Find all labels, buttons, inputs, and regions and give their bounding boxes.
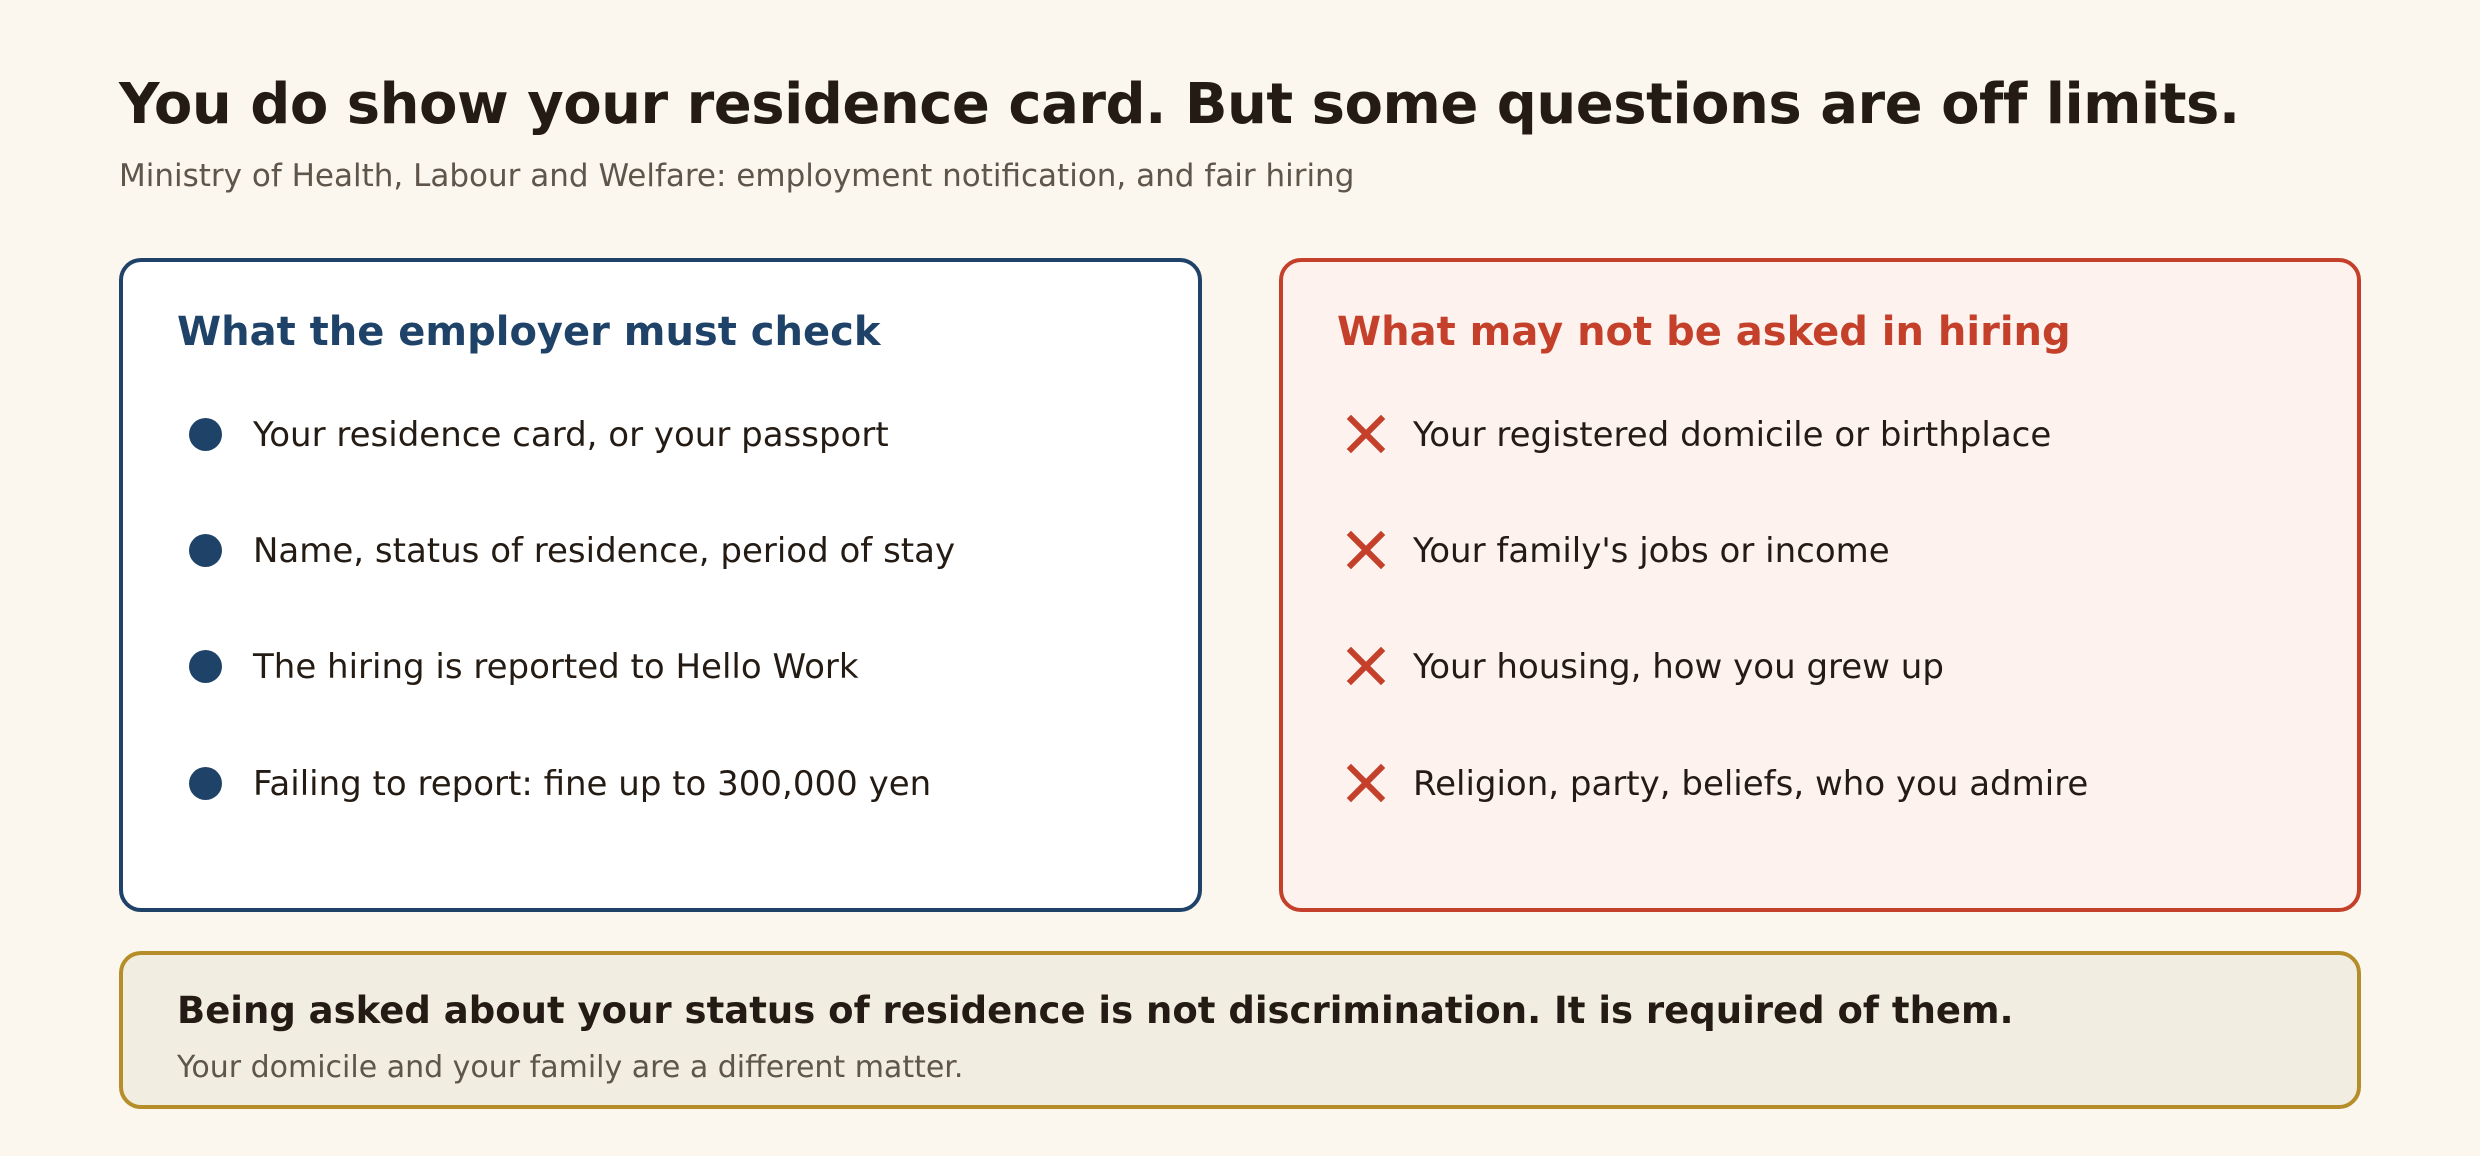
must-check-card [119,258,1202,912]
not-asked-item [1283,642,2357,692]
not-asked-item [1283,759,2357,809]
must-check-item [123,526,1198,576]
cross-icon [1345,529,1387,571]
not-asked-item-text: Your family's jobs or income [1413,531,1890,571]
not-asked-item [1283,410,2357,460]
note-title: Being asked about your status of residence is not discrimination. It is required of them. [177,989,2014,1032]
page-subtitle: Ministry of Health, Labour and Welfare: employment notification, and fair hiring [119,158,1355,194]
must-check-item [123,759,1198,809]
cross-icon [1345,762,1387,804]
must-check-item-text: Name, status of residence, period of stay [253,531,956,571]
must-check-item-text: Your residence card, or your passport [253,415,889,455]
must-check-title: What the employer must check [177,309,881,355]
must-check-item [123,642,1198,692]
not-asked-item-text: Your registered domicile or birthplace [1413,415,2052,455]
must-check-item-text: Failing to report: fine up to 300,000 yen [253,764,932,804]
note-box [119,951,2361,1109]
page-title: You do show your residence card. But some questions are off limits. [119,72,2240,137]
bullet-dot-icon [189,418,222,451]
bullet-dot-icon [189,767,222,800]
cross-icon [1345,413,1387,455]
not-asked-item-text: Your housing, how you grew up [1413,647,1944,687]
must-check-item-text: The hiring is reported to Hello Work [253,647,859,687]
not-asked-item-text: Religion, party, beliefs, who you admire [1413,764,2089,804]
bullet-dot-icon [189,534,222,567]
not-asked-item [1283,526,2357,576]
not-asked-card [1279,258,2361,912]
must-check-item [123,410,1198,460]
cross-icon [1345,645,1387,687]
bullet-dot-icon [189,650,222,683]
note-text: Your domicile and your family are a different matter. [177,1050,964,1085]
not-asked-title: What may not be asked in hiring [1337,309,2071,355]
